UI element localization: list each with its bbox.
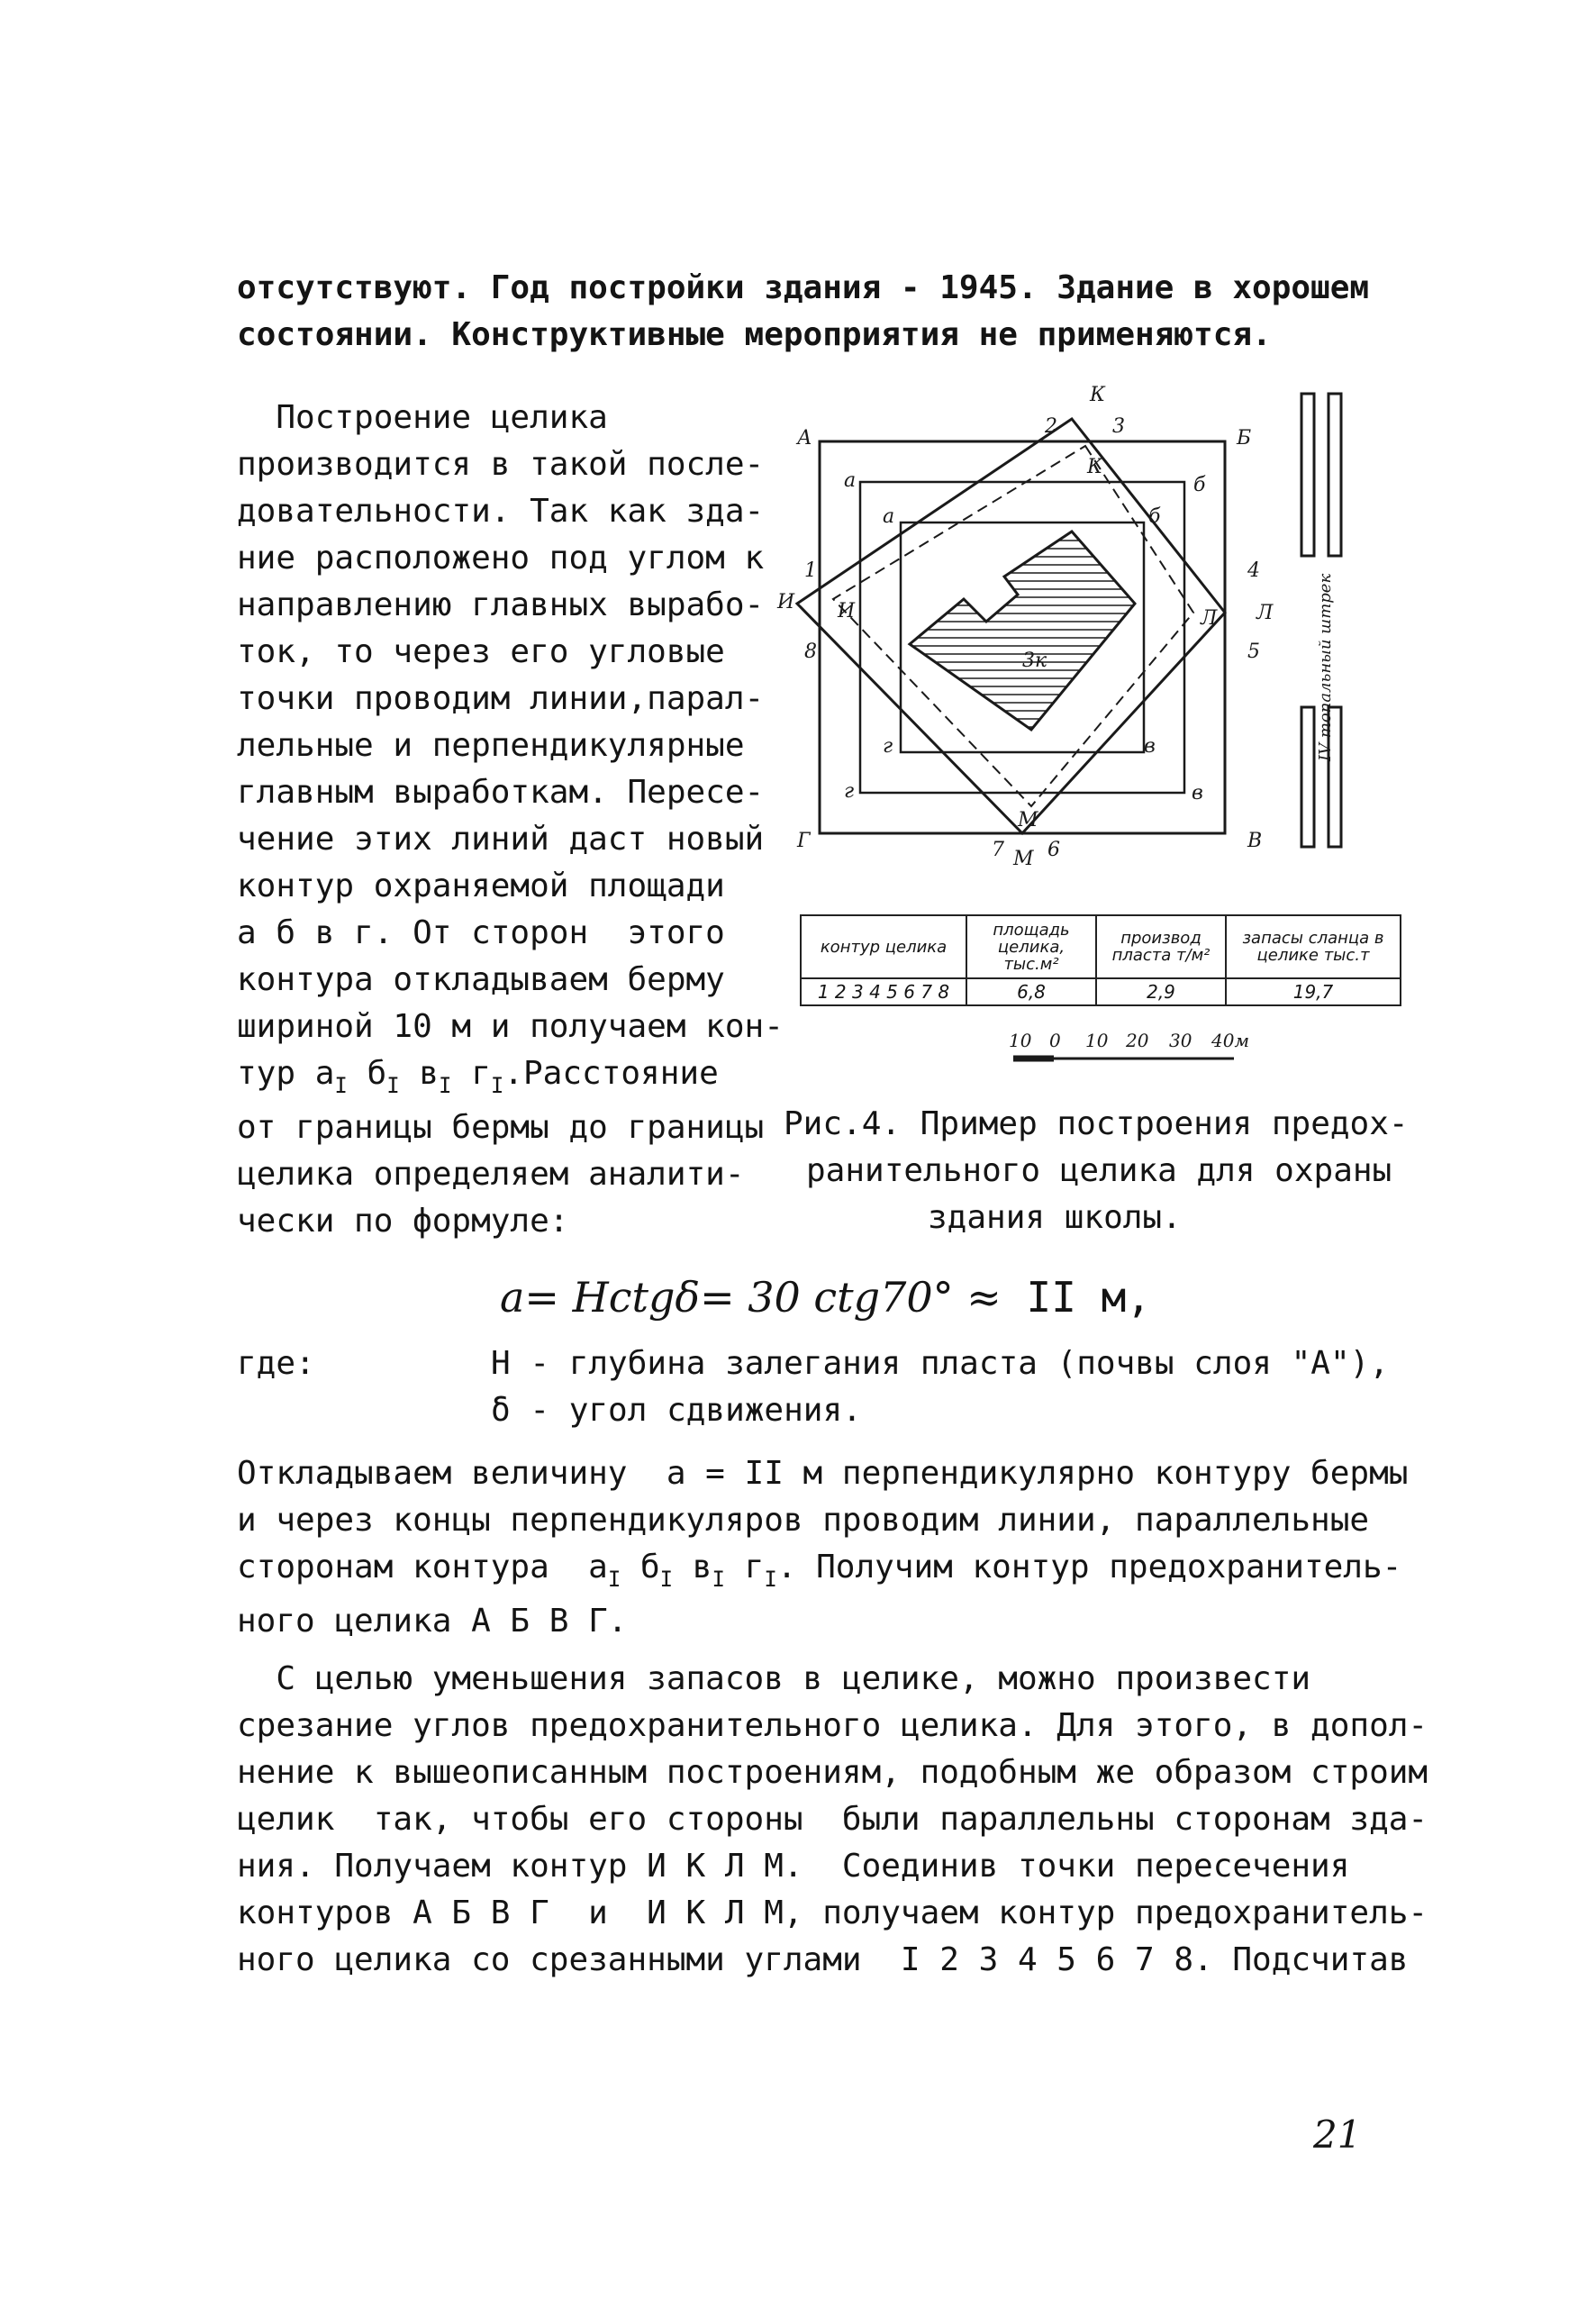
- table-cell: 1 2 3 4 5 6 7 8: [801, 978, 966, 1005]
- where-label: где:: [237, 1345, 315, 1382]
- left-line-17: целика определяем аналити-: [237, 1156, 745, 1193]
- label-A: А: [797, 427, 812, 450]
- label-b: б: [1148, 505, 1161, 528]
- label-inner-L: Л: [1201, 607, 1218, 630]
- label-n7: 7: [992, 839, 1004, 861]
- page-number: 21: [1313, 2113, 1362, 2157]
- para3-line-2: срезание углов предохранительного целика. Для этого, в допол-: [237, 1707, 1428, 1744]
- para3-line-3: нение к вышеописанным построениям, подобным же образом строим: [237, 1754, 1428, 1791]
- label-a: а: [883, 505, 895, 528]
- left-line-12: а б в г. От сторон этого: [237, 914, 725, 951]
- left-line-5: направлению главных вырабо-: [237, 586, 765, 623]
- left-line-10: чение этих линий даст новый: [237, 821, 765, 858]
- para3-line-6: контуров А Б В Г и И К Л М, получаем контур предохранитель-: [237, 1895, 1428, 1931]
- left-line-14: шириной 10 м и получаем кон-: [237, 1008, 784, 1045]
- scale-tick: 0: [1049, 1030, 1061, 1051]
- para3-line-1: С целью уменьшения запасов в целике, можно произвести: [237, 1660, 1311, 1697]
- label-n1: 1: [804, 559, 817, 582]
- label-building: 3к: [1022, 650, 1047, 672]
- scale-tick: 10: [1009, 1030, 1032, 1051]
- left-line-16: от границы бермы до границы: [237, 1109, 765, 1146]
- para2-line-4: ного целика А Б В Г.: [237, 1603, 628, 1640]
- scale-tick: 10: [1085, 1030, 1109, 1051]
- label-n4: 4: [1247, 559, 1260, 582]
- table-header: производ пласта т/м²: [1096, 915, 1226, 978]
- contour-line: тур $а_I$ $б_I$ $в_I$ $г_I.Расстояние$: [237, 1055, 719, 1098]
- scale-tick: 40м: [1211, 1030, 1250, 1051]
- table-cell: 6,8: [966, 978, 1096, 1005]
- label-inner-I: И: [838, 600, 856, 622]
- left-line-18: чески по формуле:: [237, 1203, 569, 1240]
- where-h: Н - глубина залегания пласта (почвы слоя "А"),: [491, 1345, 1389, 1382]
- label-n8: 8: [804, 641, 817, 663]
- label-n6: 6: [1047, 839, 1060, 861]
- scale-bar: [1009, 1027, 1279, 1072]
- table-header: запасы сланца в целике тыс.т: [1226, 915, 1401, 978]
- label-inner-M: М: [1018, 809, 1038, 831]
- intro-line-1: отсутствуют. Год постройки здания - 1945. Здание в хорошем: [237, 269, 1370, 306]
- left-line-11: контур охраняемой площади: [237, 868, 725, 904]
- label-v: в: [1144, 735, 1156, 758]
- label-b1: б: [1193, 474, 1206, 496]
- label-n5: 5: [1247, 641, 1260, 663]
- label-g1: г: [844, 780, 855, 803]
- left-line-1: Построение целика: [237, 399, 608, 436]
- label-a1: а: [844, 469, 857, 492]
- left-line-3: довательности. Так как зда-: [237, 493, 765, 530]
- caption-line-1: Рис.4. Пример построения предох-: [784, 1105, 1409, 1142]
- para3-line-5: ния. Получаем контур И К Л М. Соединив точки пересечения: [237, 1848, 1350, 1885]
- label-B: Б: [1237, 427, 1252, 450]
- label-V: В: [1247, 830, 1263, 852]
- shaft-wall-right-top: [1328, 394, 1341, 556]
- left-line-4: ние расположено под углом к: [237, 540, 765, 577]
- label-n2: 2: [1045, 415, 1057, 438]
- label-G: Г: [797, 830, 811, 852]
- shaft-wall-left-top: [1301, 394, 1314, 556]
- table-cell: 2,9: [1096, 978, 1226, 1005]
- intro-line-2: состоянии. Конструктивные мероприятия не применяются.: [237, 316, 1272, 353]
- label-I: И: [777, 591, 795, 613]
- label-inner-K: К: [1087, 456, 1103, 478]
- para2-line-2: и через концы перпендикуляров проводим линии, параллельные: [237, 1502, 1370, 1539]
- label-g: г: [883, 735, 893, 758]
- pillar-data-table: [800, 914, 1401, 1006]
- caption-line-2: ранительного целика для охраны: [806, 1152, 1392, 1189]
- formula: a= Hctgδ= 30 ctg70° ≈ II м,: [500, 1273, 1151, 1322]
- left-line-13: контура откладываем берму: [237, 961, 725, 998]
- para3-line-7: ного целика со срезанными углами I 2 3 4 5 6 7 8. Подсчитав: [237, 1941, 1409, 1978]
- scale-tick: 30: [1169, 1030, 1192, 1051]
- left-line-6: ток, то через его угловые: [237, 633, 725, 670]
- left-line-7: точки проводим линии,парал-: [237, 680, 765, 717]
- label-shaft: IV топальный штрек: [1316, 573, 1335, 761]
- left-line-8: лельные и перпендикулярные: [237, 727, 745, 764]
- table-cell: 19,7: [1226, 978, 1401, 1005]
- where-delta: δ - угол сдвижения.: [491, 1392, 862, 1429]
- left-line-9: главным выработкам. Пересе-: [237, 774, 765, 811]
- para3-line-4: целик так, чтобы его стороны были параллельны сторонам зда-: [237, 1801, 1428, 1838]
- scale-tick: 20: [1126, 1030, 1149, 1051]
- label-L: Л: [1256, 602, 1274, 624]
- label-v1: в: [1192, 782, 1203, 804]
- caption-line-3: здания школы.: [928, 1199, 1182, 1236]
- para2-line-3: сторонам контура $а_I$ $б_I$ $в_I$ $г_I$. Получим контур предохранитель-: [237, 1549, 1402, 1592]
- protective-pillar-diagram: [761, 383, 1374, 869]
- shaft-wall-left-bottom: [1301, 707, 1314, 847]
- para2-line-1: Откладываем величину a = II м перпендикулярно контуру бермы: [237, 1455, 1409, 1492]
- label-K: К: [1090, 384, 1106, 406]
- table-header: площадь целика, тыс.м²: [966, 915, 1096, 978]
- school-building: [910, 532, 1135, 730]
- label-M: М: [1013, 848, 1034, 869]
- left-line-2: производится в такой после-: [237, 446, 765, 483]
- table-header: контур целика: [801, 915, 966, 978]
- label-n3: 3: [1112, 415, 1125, 438]
